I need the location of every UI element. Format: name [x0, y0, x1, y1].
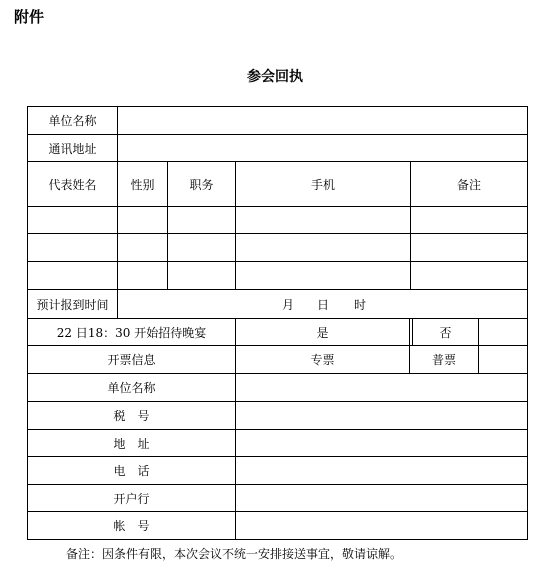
bank-label: 开户行	[113, 491, 150, 506]
account-field[interactable]	[236, 512, 527, 539]
account-label: 帐 号	[113, 519, 150, 533]
address-field[interactable]	[118, 135, 527, 161]
footnote: 备注：因条件有限，本次会议不统一安排接送事宜，敬请谅解。	[66, 547, 403, 561]
invoice-blank-cell[interactable]	[479, 346, 527, 373]
invoice-address-label: 地 址	[113, 436, 150, 451]
tax-number-field[interactable]	[236, 402, 527, 429]
page-title: 参会回执	[247, 69, 303, 85]
invoice-unit-name-field[interactable]	[236, 374, 527, 401]
phone-header: 手机	[310, 177, 335, 192]
rep-row[interactable]	[28, 207, 527, 233]
bank-field[interactable]	[236, 485, 527, 511]
rep-row[interactable]	[28, 234, 527, 261]
invoice-special-option[interactable]: 专票	[310, 353, 335, 367]
invoice-unit-name-label: 单位名称	[107, 381, 156, 395]
address-label: 通讯地址	[48, 141, 97, 156]
invoice-general-option[interactable]: 普票	[431, 353, 456, 367]
telephone-field[interactable]	[236, 457, 527, 484]
unit-name-field[interactable]	[118, 107, 527, 134]
attachment-heading: 附件	[14, 8, 45, 26]
rep-row[interactable]	[28, 262, 527, 289]
arrival-month-label: 月	[281, 297, 294, 312]
position-header: 职务	[189, 177, 214, 192]
gender-header: 性别	[130, 177, 155, 192]
banquet-no-option[interactable]: 否	[439, 325, 452, 340]
banquet-label: 22 日18：30 开始招待晚宴	[56, 325, 207, 340]
tax-number-label: 税 号	[113, 409, 150, 423]
arrival-day-label: 日	[316, 297, 329, 312]
invoice-label: 开票信息	[107, 353, 156, 367]
arrival-hour-label: 时	[353, 297, 366, 312]
banquet-blank-cell[interactable]	[479, 319, 527, 345]
banquet-yes-option[interactable]: 是	[316, 325, 329, 340]
telephone-label: 电 话	[113, 464, 150, 478]
invoice-address-field[interactable]	[236, 430, 527, 456]
arrival-time-label: 预计报到时间	[36, 297, 109, 312]
remark-header: 备注	[456, 177, 481, 192]
rep-name-header: 代表姓名	[48, 177, 97, 192]
unit-name-label: 单位名称	[48, 114, 97, 128]
